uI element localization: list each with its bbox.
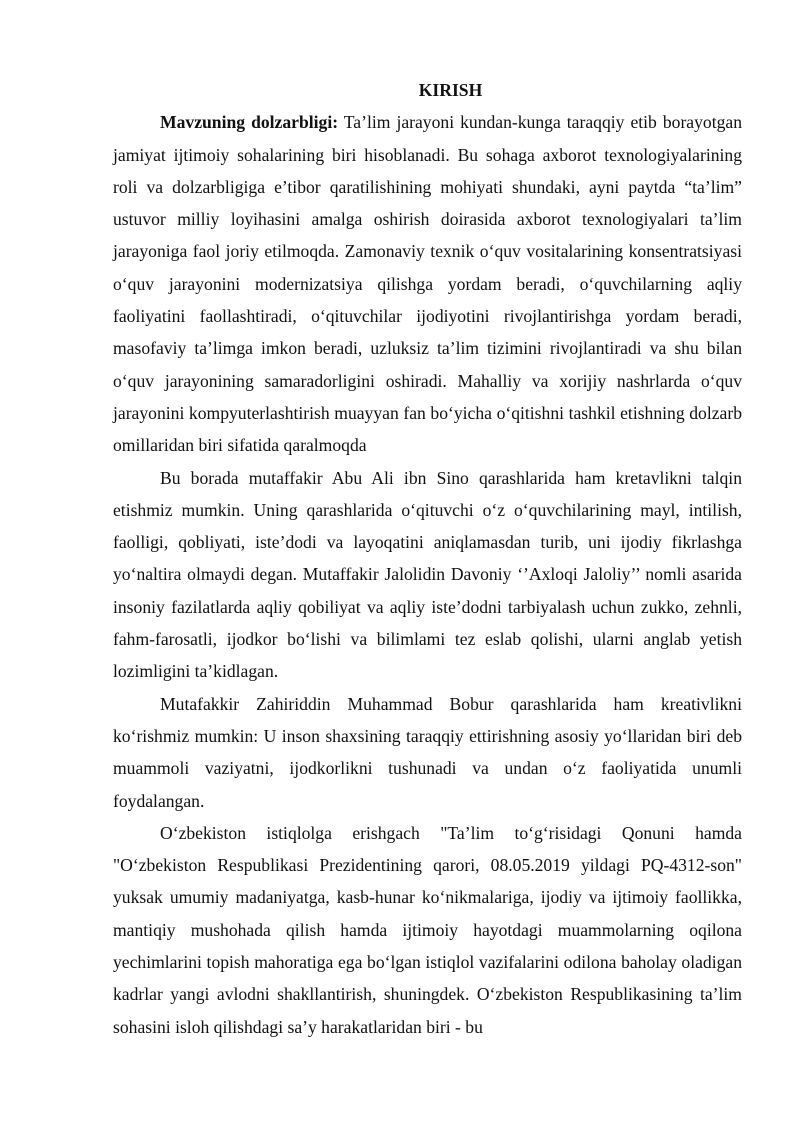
document-body (113, 74, 742, 1043)
paragraph-independence: O‘zbekiston istiqlolga erishgach "Ta’lim to‘g‘risidagi Qonuni hamda "O‘zbekiston Respublikasi Prezidentining qarori, 08.05.2019 yildagi PQ-4312-son" yuksak umumiy madaniyatga, kasb-hunar ko‘nikmalariga, ijodiy va ijtimoiy faollikka, mantiqiy mushohada qilish hamda ijtimoiy hayotdagi muammolarning oqilona yechimlarini topish mahoratiga ega bo‘lgan istiqlol vazifalarini odilona baholay oladigan kadrlar yangi avlodni shakllantirish, shuningdek. O‘zbekiston Respublikasining ta’lim sohasini isloh qilishdagi sa’y harakatlaridan biri - bu (113, 822, 742, 1037)
paragraph-lead: Mavzuning dolzarbligi: (160, 112, 339, 133)
paragraph-ibn-sino: Bu borada mutaffakir Abu Ali ibn Sino qarashlarida ham kretavlikni talqin etishmiz mumkin. Uning qarashlarida o‘qituvchi o‘z o‘quvchilarining mayl, intilish, faolligi, qobliyati, iste’dodi va layoqatini aniqlamasdan turib, uni ijodiy fikrlashga yo‘naltira olmaydi degan. Mutaffakir Jalolidin Davoniy ‘’Axloqi Jaloliy’’ nomli asarida insoniy fazilatlarda aqliy qobiliyat va aqliy iste’dodni tarbiyalash uchun zukko, zehnli, fahm-farosatli, ijodkor bo‘lishi va bilimlami tez eslab qolishi, ularni anglab yetish lozimligini ta’kidlagan. (113, 467, 742, 682)
section-title: KIRISH (418, 80, 483, 100)
paragraph-bobur: Mutafakkir Zahiriddin Muhammad Bobur qarashlarida ham kreativlikni ko‘rishmiz mumkin: U inson shaxsining taraqqiy ettirishning asosiy yo‘llaridan biri deb muammoli vaziyatni, ijodkorlikni tushunadi va undan o‘z faoliyatida unumli foydalangan. (113, 693, 742, 811)
paragraph-relevance-text: Ta’lim jarayoni kundan-kunga taraqqiy etib borayotgan jamiyat ijtimoiy sohalarining biri hisoblanadi. Bu sohaga axborot texnologiyalarining roli va dolzarbligiga e’tibor qaratilishining mohiyati shundaki, ayni paytda “ta’lim” ustuvor milliy loyihasini amalga oshirish doirasida axborot texnologiyalari ta’lim jarayoniga faol joriy etilmoqda. Zamonaviy texnik o‘quv vositalarining konsentratsiyasi o‘quv jarayonini modernizatsiya qilishga yordam beradi, o‘quvchilarning aqliy faoliyatini faollashtiradi, o‘qituvchilar ijodiyotini rivojlantirishga yordam beradi, masofaviy ta’limga imkon beradi, uzluksiz ta’lim tizimini rivojlantiradi va shu bilan o‘quv jarayonining samaradorligini oshiradi. Mahalliy va xorijiy nashrlarda o‘quv jarayonini kompyuterlashtirish muayyan fan bo‘yicha o‘qitishni tashkil etishning dolzarb omillaridan biri sifatida qaralmoqda (113, 112, 742, 456)
paragraph-relevance (113, 106, 742, 461)
